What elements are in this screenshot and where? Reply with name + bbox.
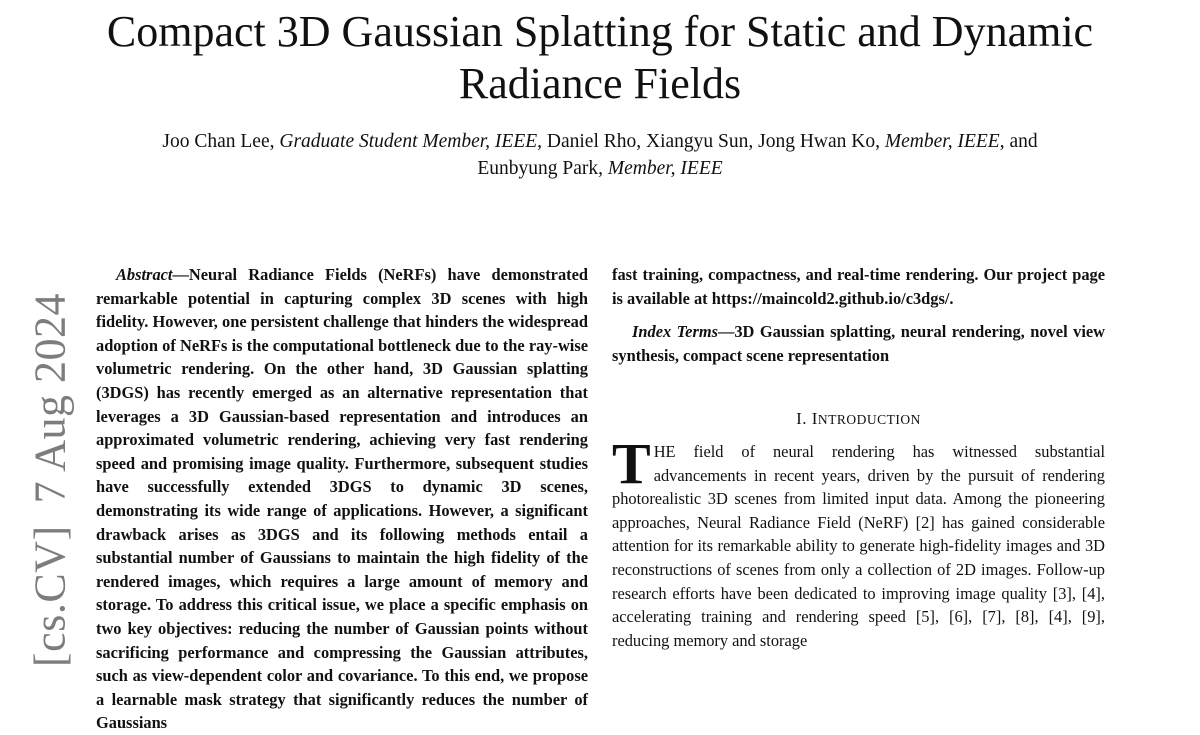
section-title-first: I	[811, 409, 818, 429]
author-names-2: , Daniel Rho, Xiangyu Sun, Jong Hwan Ko,	[537, 131, 885, 152]
abstract-dash: —	[172, 265, 189, 284]
abstract-continued: fast training, compactness, and real-time rendering. Our project page is available at https://maincold2.github.io/c3dgs/.	[612, 265, 1105, 308]
author-names-1: Joo Chan Lee,	[162, 131, 280, 152]
author-line-1	[80, 128, 1120, 155]
author-role-1: Graduate Student Member, IEEE	[279, 131, 538, 152]
arxiv-category: [cs.CV]	[25, 525, 75, 667]
index-terms-text: 3D Gaussian splatting, neural rendering, novel view synthesis, compact scene representation	[612, 322, 1105, 365]
intro-paragraph	[612, 430, 1105, 652]
abstract-text: Neural Radiance Fields (NeRFs) have demonstrated remarkable potential in capturing complex 3D scenes with high fidelity. However, one persistent challenge that hinders the widespread adoption of NeRFs is the computational bottleneck due to the ray-wise volumetric rendering. On the other hand, 3D Gaussian splatting (3DGS) has recently emerged as an alternative representation that leverages a 3D Gaussian-based representation and introduces an approximated volumetric rendering, achieving very fast rendering speed and promising image quality. Furthermore, subsequent studies have successfully extended 3DGS to dynamic 3D scenes, demonstrating its wide range of applications. However, a significant drawback arises as 3DGS and its following methods entail a substantial number of Gaussians to maintain the high fidelity of the rendered images, which requires a large amount of memory and storage. To address this critical issue, we place a specific emphasis on two key objectives: reducing the number of Gaussian points without sacrificing performance and compressing the Gaussian attributes, such as view-dependent color and covariance. To this end, we propose a learnable mask strategy that significantly reduces the number of Gaussians	[96, 265, 588, 733]
arxiv-stamp	[25, 293, 76, 667]
left-column	[96, 263, 588, 735]
author-line-2	[80, 155, 1120, 182]
index-terms-label: Index Terms	[632, 322, 718, 342]
index-terms	[612, 320, 1105, 367]
author-list	[80, 128, 1120, 182]
author-role-4: Member, IEEE	[607, 158, 723, 179]
right-column	[612, 263, 1105, 652]
drop-cap: T	[612, 430, 651, 496]
intro-text: field of neural rendering has witnessed substantial advancements in recent years, driven by the pursuit of rendering photorealistic 3D scenes from limited input data. Among the pioneering approaches, Neural Radiance Field (NeRF) [2] has gained considerable attention for its remarkable ability to generate high-fidelity images and 3D reconstructions of scenes from only a collection of 2D images. Follow-up research efforts have been dedicated to improving image quality [3], [4], accelerating training and rendering speed [5], [6], [7], [8], [4], [9], reducing memory and storage	[612, 441, 1105, 650]
paper-title: Compact 3D Gaussian Splatting for Static and Dynamic Radiance Fields	[106, 7, 1094, 108]
index-terms-dash: —	[717, 322, 735, 342]
abstract-label: Abstract	[116, 265, 173, 284]
author-names-4: Eunbyung Park,	[477, 158, 608, 179]
section-number: I.	[796, 409, 812, 429]
author-role-2: Member, IEEE	[884, 131, 1000, 152]
arxiv-date: 7 Aug 2024	[25, 293, 75, 504]
abstract	[96, 263, 588, 735]
section-heading-introduction	[612, 407, 1105, 432]
author-names-3: , and	[999, 131, 1038, 152]
intro-first-word: HE	[653, 441, 676, 461]
section-title-rest: NTRODUCTION	[817, 412, 921, 428]
